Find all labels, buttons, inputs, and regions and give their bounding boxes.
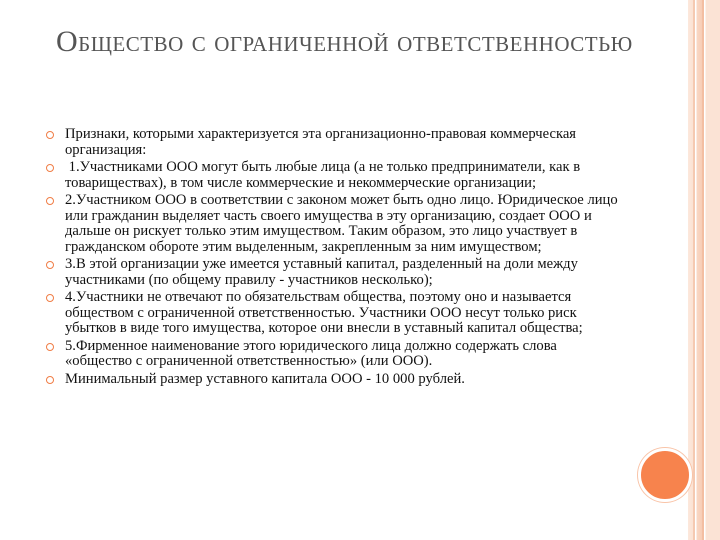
list-item <box>46 127 626 158</box>
bullet-text: 5.Фирменное наименование этого юридического лица должно содержать слова «общество с ограниченной ответственностью» (или ООО). <box>65 337 557 369</box>
bullet-icon <box>46 343 54 351</box>
list-item <box>46 290 626 337</box>
bullet-text: 3.В этой организации уже имеется уставный капитал, разделенный на доли между участниками (по общему правилу - участников несколько); <box>65 256 578 288</box>
bullet-icon <box>46 376 54 384</box>
decorative-line <box>702 0 704 540</box>
list-item <box>46 257 626 288</box>
bullet-text: 2.Участником ООО в соответствии с законом может быть одно лицо. Юридическое лицо или гражданин выделяет часть своего имущества в эту организацию, создает ООО и дальше он рискует только этим имуществом. Таким образом, это лицо участвует в гражданском обороте этим выделенным, закрепленным за ним имуществом; <box>65 192 618 255</box>
bullet-text: 1.Участниками ООО могут быть любые лица (а не только предприниматели, как в товариществах), в том числе коммерческие и некоммерческие организации; <box>65 159 584 191</box>
bullet-icon <box>46 294 54 302</box>
bullet-text: Признаки, которыми характеризуется эта организационно-правовая коммерческая организация: <box>65 126 577 158</box>
list-item <box>46 339 626 370</box>
bullet-icon <box>46 197 54 205</box>
slide-title: Общество с ограниченной ответственностью <box>56 25 633 58</box>
list-item <box>46 372 626 388</box>
bullet-icon <box>46 261 54 269</box>
decorative-circle <box>638 448 692 502</box>
list-item <box>46 160 626 191</box>
decorative-line <box>693 0 695 540</box>
bullet-icon <box>46 131 54 139</box>
bullet-icon <box>46 164 54 172</box>
list-item <box>46 193 626 255</box>
bullet-text: Минимальный размер уставного капитала ООО - 10 000 рублей. <box>65 370 465 387</box>
bullet-text: 4.Участники не отвечают по обязательствам общества, поэтому оно и называется обществом с ограниченной ответственностью. Участники ООО несут только риск убытков в виде того имущества, которое они внесли в уставный капитал общества; <box>65 289 583 336</box>
bullet-list <box>46 127 626 389</box>
